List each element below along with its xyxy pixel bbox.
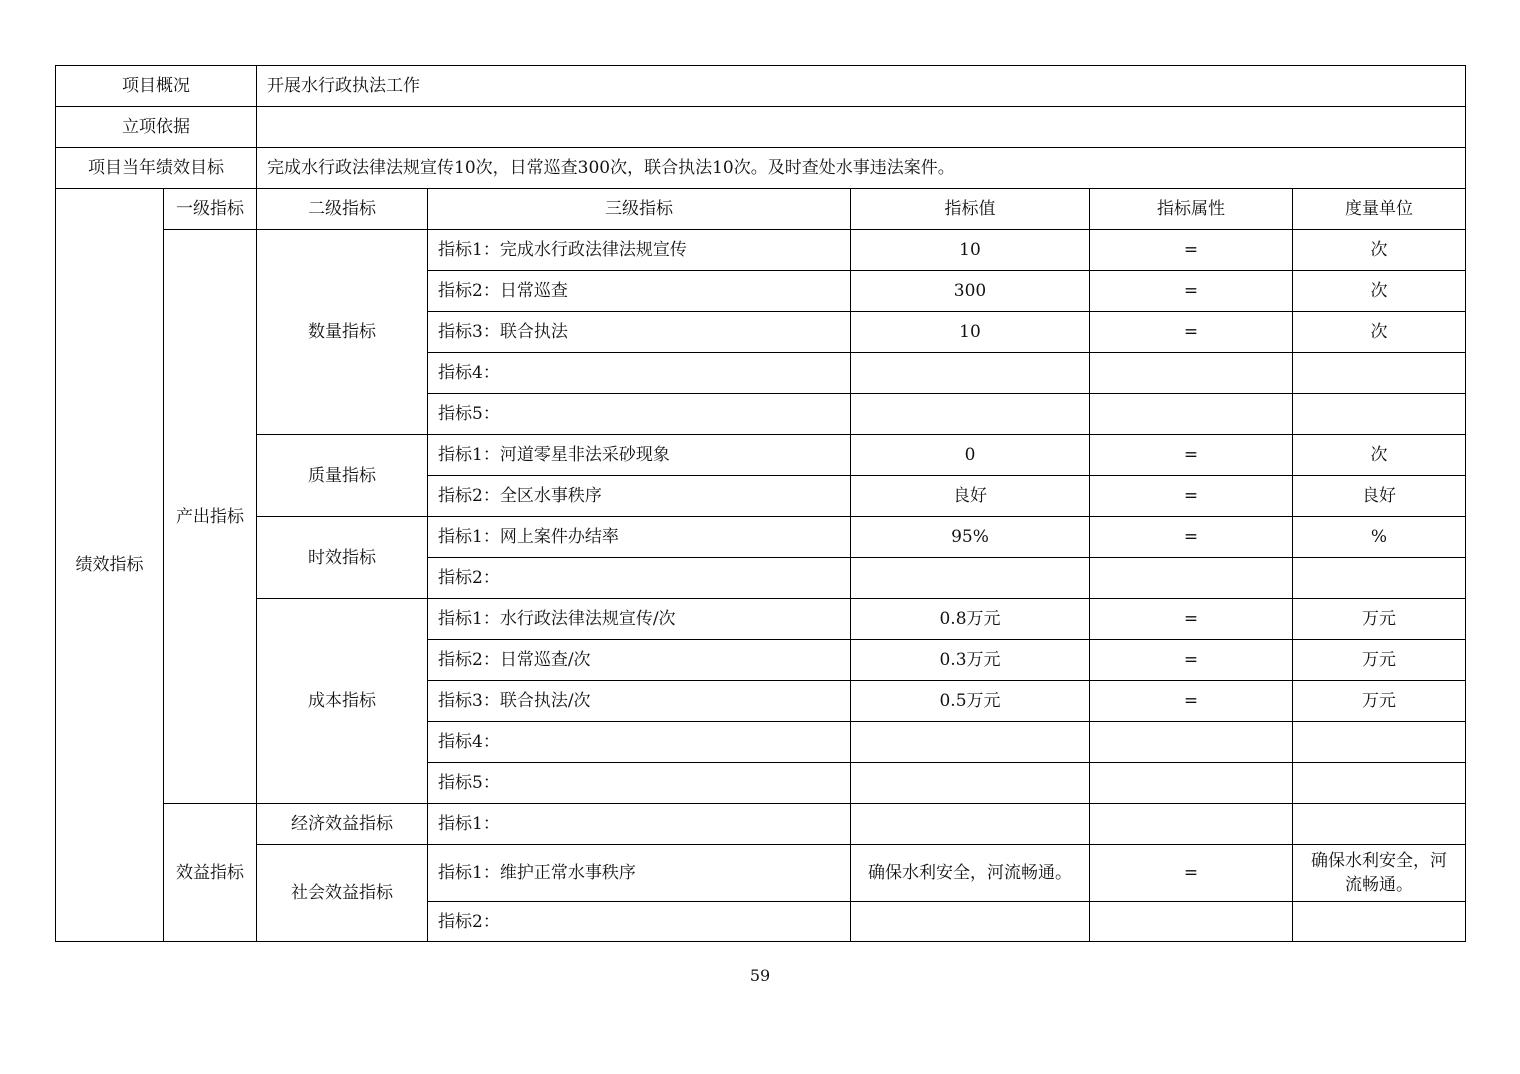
indicator-cell: 指标2：: [428, 558, 851, 599]
attribute-cell: [1090, 722, 1293, 763]
attribute-cell: =: [1090, 271, 1293, 312]
indicator-cell: 指标2：日常巡查: [428, 271, 851, 312]
attribute-cell: [1090, 394, 1293, 435]
overview-row: [56, 66, 1466, 107]
indicator-cell: 指标3：联合执法/次: [428, 681, 851, 722]
indicator-cell: 指标1：维护正常水事秩序: [428, 845, 851, 902]
unit-cell: [1293, 722, 1466, 763]
unit-cell: [1293, 804, 1466, 845]
attribute-cell: [1090, 763, 1293, 804]
unit-cell: 次: [1293, 312, 1466, 353]
value-cell: [851, 763, 1090, 804]
value-cell: 10: [851, 312, 1090, 353]
quality-indicator-label: 质量指标: [257, 435, 428, 517]
unit-cell: 良好: [1293, 476, 1466, 517]
unit-cell: 次: [1293, 435, 1466, 476]
indicator-cell: 指标1：河道零星非法采砂现象: [428, 435, 851, 476]
table-row: [56, 435, 1466, 476]
benefit-indicator-label: 效益指标: [164, 804, 257, 942]
perf-indicator-label: 绩效指标: [56, 189, 164, 942]
attribute-cell: [1090, 804, 1293, 845]
basis-label: 立项依据: [56, 107, 257, 148]
value-cell: 300: [851, 271, 1090, 312]
cost-indicator-label: 成本指标: [257, 599, 428, 804]
table-row: [56, 230, 1466, 271]
attribute-cell: [1090, 558, 1293, 599]
table-row: [56, 599, 1466, 640]
col-level3: 三级指标: [428, 189, 851, 230]
unit-cell: 万元: [1293, 599, 1466, 640]
goal-row: [56, 148, 1466, 189]
col-level2: 二级指标: [257, 189, 428, 230]
attribute-cell: =: [1090, 681, 1293, 722]
value-cell: [851, 394, 1090, 435]
unit-cell: [1293, 763, 1466, 804]
value-cell: 0: [851, 435, 1090, 476]
timeliness-indicator-label: 时效指标: [257, 517, 428, 599]
col-unit: 度量单位: [1293, 189, 1466, 230]
attribute-cell: =: [1090, 599, 1293, 640]
overview-label: 项目概况: [56, 66, 257, 107]
unit-cell: 万元: [1293, 640, 1466, 681]
value-cell: 0.3万元: [851, 640, 1090, 681]
unit-cell: 确保水利安全，河流畅通。: [1293, 845, 1466, 902]
value-cell: [851, 722, 1090, 763]
performance-table: [55, 65, 1466, 942]
col-value: 指标值: [851, 189, 1090, 230]
unit-cell: 次: [1293, 230, 1466, 271]
attribute-cell: =: [1090, 476, 1293, 517]
attribute-cell: =: [1090, 312, 1293, 353]
column-header-row: [56, 189, 1466, 230]
attribute-cell: [1090, 353, 1293, 394]
attribute-cell: =: [1090, 640, 1293, 681]
value-cell: 良好: [851, 476, 1090, 517]
goal-label: 项目当年绩效目标: [56, 148, 257, 189]
basis-value: [257, 107, 1466, 148]
attribute-cell: =: [1090, 435, 1293, 476]
value-cell: 0.5万元: [851, 681, 1090, 722]
social-indicator-label: 社会效益指标: [257, 845, 428, 942]
overview-value: 开展水行政执法工作: [257, 66, 1466, 107]
indicator-cell: 指标2：全区水事秩序: [428, 476, 851, 517]
indicator-cell: 指标4：: [428, 353, 851, 394]
unit-cell: [1293, 394, 1466, 435]
value-cell: [851, 804, 1090, 845]
col-level1: 一级指标: [164, 189, 257, 230]
attribute-cell: =: [1090, 845, 1293, 902]
value-cell: [851, 902, 1090, 942]
attribute-cell: =: [1090, 230, 1293, 271]
unit-cell: [1293, 353, 1466, 394]
basis-row: [56, 107, 1466, 148]
unit-cell: [1293, 558, 1466, 599]
indicator-cell: 指标2：: [428, 902, 851, 942]
unit-cell: 万元: [1293, 681, 1466, 722]
value-cell: 10: [851, 230, 1090, 271]
indicator-cell: 指标5：: [428, 394, 851, 435]
value-cell: 95%: [851, 517, 1090, 558]
indicator-cell: 指标3：联合执法: [428, 312, 851, 353]
value-cell: [851, 353, 1090, 394]
indicator-cell: 指标4：: [428, 722, 851, 763]
table-row: [56, 804, 1466, 845]
economic-indicator-label: 经济效益指标: [257, 804, 428, 845]
output-indicator-label: 产出指标: [164, 230, 257, 804]
value-cell: 0.8万元: [851, 599, 1090, 640]
page-number: 59: [749, 966, 771, 985]
attribute-cell: =: [1090, 517, 1293, 558]
indicator-cell: 指标1：网上案件办结率: [428, 517, 851, 558]
table-row: [56, 845, 1466, 902]
unit-cell: [1293, 902, 1466, 942]
attribute-cell: [1090, 902, 1293, 942]
col-attribute: 指标属性: [1090, 189, 1293, 230]
indicator-cell: 指标1：水行政法律法规宣传/次: [428, 599, 851, 640]
unit-cell: 次: [1293, 271, 1466, 312]
unit-cell: %: [1293, 517, 1466, 558]
indicator-cell: 指标1：: [428, 804, 851, 845]
indicator-cell: 指标2：日常巡查/次: [428, 640, 851, 681]
table-row: [56, 517, 1466, 558]
value-cell: [851, 558, 1090, 599]
indicator-cell: 指标5：: [428, 763, 851, 804]
indicator-cell: 指标1：完成水行政法律法规宣传: [428, 230, 851, 271]
quantity-indicator-label: 数量指标: [257, 230, 428, 435]
value-cell: 确保水利安全，河流畅通。: [851, 845, 1090, 902]
goal-value: 完成水行政法律法规宣传10次，日常巡查300次，联合执法10次。及时查处水事违法案件。: [257, 148, 1466, 189]
